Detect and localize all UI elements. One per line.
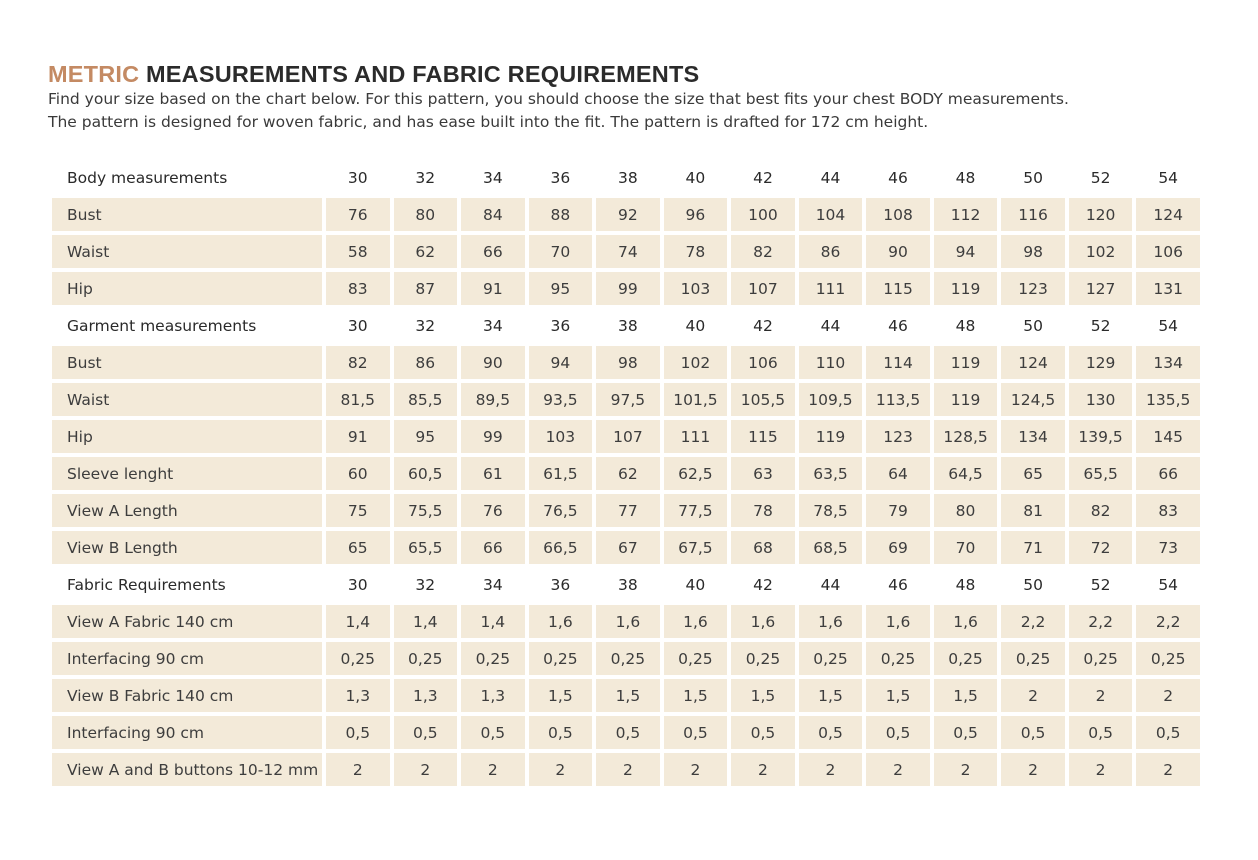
table-cell: 0,25 bbox=[731, 642, 795, 675]
size-header-cell: 50 bbox=[1023, 575, 1043, 594]
size-header-cell: 46 bbox=[888, 575, 908, 594]
table-row bbox=[52, 198, 1200, 231]
size-header-cell: 54 bbox=[1158, 168, 1179, 187]
table-cell: 65 bbox=[326, 531, 390, 564]
size-header-cell: 50 bbox=[1023, 168, 1043, 187]
table-cell: 94 bbox=[529, 346, 593, 379]
table-cell: 89,5 bbox=[461, 383, 525, 416]
size-header-cell: 42 bbox=[753, 316, 773, 335]
section-header-row bbox=[52, 568, 1200, 601]
table-cell: 67,5 bbox=[664, 531, 728, 564]
table-cell: 98 bbox=[596, 346, 660, 379]
table-cell: 2 bbox=[866, 753, 930, 786]
table-cell: 65 bbox=[1001, 457, 1065, 490]
table-cell: 95 bbox=[394, 420, 458, 453]
row-label: Interfacing 90 cm bbox=[52, 642, 322, 675]
table-cell: 107 bbox=[596, 420, 660, 453]
table-cell: 124 bbox=[1001, 346, 1065, 379]
table-cell: 1,5 bbox=[866, 679, 930, 712]
section-header-label: Garment measurements bbox=[67, 316, 257, 335]
table-cell: 63 bbox=[731, 457, 795, 490]
table-cell: 62,5 bbox=[664, 457, 728, 490]
table-cell: 85,5 bbox=[394, 383, 458, 416]
table-cell: 0,25 bbox=[1069, 642, 1133, 675]
table-cell: 78 bbox=[731, 494, 795, 527]
table-cell: 90 bbox=[866, 235, 930, 268]
table-cell: 0,5 bbox=[866, 716, 930, 749]
row-label: View A Fabric 140 cm bbox=[52, 605, 322, 638]
table-cell: 58 bbox=[326, 235, 390, 268]
table-cell: 124,5 bbox=[1001, 383, 1065, 416]
table-cell: 1,3 bbox=[461, 679, 525, 712]
table-cell: 94 bbox=[934, 235, 998, 268]
table-cell: 1,6 bbox=[596, 605, 660, 638]
size-header-cell: 54 bbox=[1158, 316, 1179, 335]
row-label: Bust bbox=[52, 346, 322, 379]
size-header-cell: 38 bbox=[618, 168, 638, 187]
table-cell: 60 bbox=[326, 457, 390, 490]
row-label: View B Fabric 140 cm bbox=[52, 679, 322, 712]
table-cell: 78,5 bbox=[799, 494, 863, 527]
size-header-cell: 44 bbox=[820, 168, 841, 187]
table-cell: 0,5 bbox=[326, 716, 390, 749]
table-cell: 131 bbox=[1136, 272, 1200, 305]
table-row bbox=[52, 420, 1200, 453]
table-cell: 107 bbox=[731, 272, 795, 305]
table-row bbox=[52, 531, 1200, 564]
table-cell: 134 bbox=[1136, 346, 1200, 379]
table-cell: 115 bbox=[731, 420, 795, 453]
table-cell: 80 bbox=[394, 198, 458, 231]
table-cell: 119 bbox=[934, 272, 998, 305]
table-cell: 87 bbox=[394, 272, 458, 305]
table-cell: 0,5 bbox=[934, 716, 998, 749]
table-cell: 2 bbox=[1136, 679, 1200, 712]
table-cell: 61,5 bbox=[529, 457, 593, 490]
table-cell: 0,5 bbox=[1001, 716, 1065, 749]
table-cell: 1,6 bbox=[529, 605, 593, 638]
table-cell: 135,5 bbox=[1136, 383, 1200, 416]
size-header-cell: 30 bbox=[347, 316, 368, 335]
table-cell: 2,2 bbox=[1136, 605, 1200, 638]
table-cell: 119 bbox=[799, 420, 863, 453]
table-cell: 98 bbox=[1001, 235, 1065, 268]
table-cell: 2 bbox=[326, 753, 390, 786]
table-cell: 63,5 bbox=[799, 457, 863, 490]
table-cell: 90 bbox=[461, 346, 525, 379]
table-cell: 109,5 bbox=[799, 383, 863, 416]
table-cell: 66 bbox=[461, 531, 525, 564]
table-cell: 119 bbox=[934, 346, 998, 379]
table-cell: 65,5 bbox=[1069, 457, 1133, 490]
table-cell: 1,4 bbox=[394, 605, 458, 638]
size-header-cell: 30 bbox=[347, 575, 368, 594]
table-cell: 2 bbox=[934, 753, 998, 786]
table-cell: 100 bbox=[731, 198, 795, 231]
table-cell: 1,6 bbox=[866, 605, 930, 638]
size-header-cell: 52 bbox=[1090, 575, 1111, 594]
table-cell: 0,25 bbox=[529, 642, 593, 675]
table-cell: 116 bbox=[1001, 198, 1065, 231]
table-cell: 2 bbox=[461, 753, 525, 786]
table-cell: 2 bbox=[731, 753, 795, 786]
table-cell: 1,5 bbox=[799, 679, 863, 712]
page bbox=[48, 60, 1218, 134]
table-cell: 72 bbox=[1069, 531, 1133, 564]
page-title bbox=[48, 60, 1218, 88]
table-cell: 2 bbox=[1001, 679, 1065, 712]
table-cell: 99 bbox=[596, 272, 660, 305]
table-row bbox=[52, 605, 1200, 638]
table-cell: 77,5 bbox=[664, 494, 728, 527]
table-cell: 2 bbox=[529, 753, 593, 786]
table-cell: 123 bbox=[1001, 272, 1065, 305]
table-cell: 76 bbox=[326, 198, 390, 231]
table-cell: 66 bbox=[1136, 457, 1200, 490]
table-cell: 64,5 bbox=[934, 457, 998, 490]
table-cell: 96 bbox=[664, 198, 728, 231]
size-header-cell: 30 bbox=[347, 168, 368, 187]
table-cell: 0,25 bbox=[799, 642, 863, 675]
table-cell: 97,5 bbox=[596, 383, 660, 416]
table-cell: 2 bbox=[1069, 679, 1133, 712]
size-header-cell: 46 bbox=[888, 316, 908, 335]
size-header-cell: 44 bbox=[820, 575, 841, 594]
intro-line-2: The pattern is designed for woven fabric, and has ease built into the fit. The pattern is drafted for 172 cm height. bbox=[48, 113, 929, 131]
table-cell: 1,6 bbox=[664, 605, 728, 638]
table-cell: 114 bbox=[866, 346, 930, 379]
table-cell: 69 bbox=[866, 531, 930, 564]
table-cell: 2,2 bbox=[1001, 605, 1065, 638]
table-cell: 103 bbox=[664, 272, 728, 305]
table-cell: 81,5 bbox=[326, 383, 390, 416]
table-cell: 123 bbox=[866, 420, 930, 453]
section-header-row bbox=[52, 161, 1200, 194]
row-label: Hip bbox=[52, 272, 322, 305]
table-cell: 70 bbox=[529, 235, 593, 268]
size-header-cell: 40 bbox=[685, 316, 706, 335]
table-row bbox=[52, 716, 1200, 749]
table-row bbox=[52, 642, 1200, 675]
row-label: Hip bbox=[52, 420, 322, 453]
table-cell: 62 bbox=[596, 457, 660, 490]
row-label: Bust bbox=[52, 198, 322, 231]
size-header-cell: 42 bbox=[753, 168, 773, 187]
table-cell: 145 bbox=[1136, 420, 1200, 453]
table-cell: 111 bbox=[799, 272, 863, 305]
table-cell: 129 bbox=[1069, 346, 1133, 379]
table-cell: 64 bbox=[866, 457, 930, 490]
row-label: Waist bbox=[52, 235, 322, 268]
table-cell: 80 bbox=[934, 494, 998, 527]
table-cell: 66,5 bbox=[529, 531, 593, 564]
size-header-cell: 38 bbox=[618, 575, 638, 594]
table-cell: 105,5 bbox=[731, 383, 795, 416]
table-cell: 113,5 bbox=[866, 383, 930, 416]
table-cell: 108 bbox=[866, 198, 930, 231]
table-cell: 112 bbox=[934, 198, 998, 231]
row-label: Sleeve lenght bbox=[52, 457, 322, 490]
table-cell: 78 bbox=[664, 235, 728, 268]
table-cell: 73 bbox=[1136, 531, 1200, 564]
table-cell: 102 bbox=[664, 346, 728, 379]
table-cell: 1,6 bbox=[731, 605, 795, 638]
table-cell: 2 bbox=[1001, 753, 1065, 786]
table-cell: 71 bbox=[1001, 531, 1065, 564]
table-cell: 104 bbox=[799, 198, 863, 231]
table-cell: 70 bbox=[934, 531, 998, 564]
table-cell: 0,5 bbox=[394, 716, 458, 749]
table-cell: 111 bbox=[664, 420, 728, 453]
table-cell: 110 bbox=[799, 346, 863, 379]
size-header-cell: 32 bbox=[415, 168, 436, 187]
table-cell: 0,25 bbox=[596, 642, 660, 675]
table-cell: 84 bbox=[461, 198, 525, 231]
table-cell: 0,5 bbox=[664, 716, 728, 749]
table-cell: 1,4 bbox=[326, 605, 390, 638]
table-cell: 83 bbox=[1136, 494, 1200, 527]
size-header-cell: 54 bbox=[1158, 575, 1179, 594]
table-row bbox=[52, 235, 1200, 268]
size-header-cell: 32 bbox=[415, 575, 436, 594]
table-cell: 66 bbox=[461, 235, 525, 268]
table-cell: 2,2 bbox=[1069, 605, 1133, 638]
size-header-cell: 44 bbox=[820, 316, 841, 335]
size-header-cell: 38 bbox=[618, 316, 638, 335]
table-cell: 1,6 bbox=[934, 605, 998, 638]
table-cell: 76 bbox=[461, 494, 525, 527]
section-header-label: Fabric Requirements bbox=[67, 575, 226, 594]
table-cell: 124 bbox=[1136, 198, 1200, 231]
size-header-cell: 40 bbox=[685, 575, 706, 594]
table-cell: 0,5 bbox=[731, 716, 795, 749]
size-header-cell: 46 bbox=[888, 168, 908, 187]
table-cell: 103 bbox=[529, 420, 593, 453]
table-cell: 82 bbox=[326, 346, 390, 379]
table-cell: 82 bbox=[1069, 494, 1133, 527]
size-header-cell: 36 bbox=[550, 575, 571, 594]
table-cell: 91 bbox=[326, 420, 390, 453]
table-row bbox=[52, 346, 1200, 379]
table-cell: 1,3 bbox=[394, 679, 458, 712]
table-cell: 92 bbox=[596, 198, 660, 231]
section-header-label: Body measurements bbox=[67, 168, 228, 187]
table-cell: 1,5 bbox=[934, 679, 998, 712]
size-header-cell: 34 bbox=[482, 575, 503, 594]
table-cell: 61 bbox=[461, 457, 525, 490]
table-cell: 1,5 bbox=[731, 679, 795, 712]
section-header-row bbox=[52, 309, 1200, 342]
table-cell: 0,25 bbox=[934, 642, 998, 675]
table-row bbox=[52, 272, 1200, 305]
table-cell: 106 bbox=[731, 346, 795, 379]
table-cell: 81 bbox=[1001, 494, 1065, 527]
size-header-cell: 52 bbox=[1090, 316, 1111, 335]
table-cell: 65,5 bbox=[394, 531, 458, 564]
table-cell: 130 bbox=[1069, 383, 1133, 416]
row-label: View A Length bbox=[52, 494, 322, 527]
size-header-cell: 48 bbox=[955, 316, 976, 335]
table-cell: 86 bbox=[394, 346, 458, 379]
table-cell: 101,5 bbox=[664, 383, 728, 416]
table-cell: 68 bbox=[731, 531, 795, 564]
table-cell: 2 bbox=[394, 753, 458, 786]
size-header-cell: 32 bbox=[415, 316, 436, 335]
size-header-cell: 36 bbox=[550, 168, 571, 187]
row-label: View B Length bbox=[52, 531, 322, 564]
table-cell: 2 bbox=[1069, 753, 1133, 786]
row-label: Waist bbox=[52, 383, 322, 416]
size-header-cell: 42 bbox=[753, 575, 773, 594]
table-cell: 2 bbox=[664, 753, 728, 786]
table-cell: 0,5 bbox=[596, 716, 660, 749]
table-cell: 115 bbox=[866, 272, 930, 305]
table-cell: 0,5 bbox=[461, 716, 525, 749]
table-cell: 0,5 bbox=[799, 716, 863, 749]
table-cell: 127 bbox=[1069, 272, 1133, 305]
table-cell: 1,5 bbox=[596, 679, 660, 712]
table-cell: 1,3 bbox=[326, 679, 390, 712]
size-header-cell: 36 bbox=[550, 316, 571, 335]
table-cell: 2 bbox=[799, 753, 863, 786]
table-cell: 1,4 bbox=[461, 605, 525, 638]
table-cell: 67 bbox=[596, 531, 660, 564]
table-cell: 62 bbox=[394, 235, 458, 268]
table-cell: 0,25 bbox=[1001, 642, 1065, 675]
table-cell: 128,5 bbox=[934, 420, 998, 453]
table-cell: 1,6 bbox=[799, 605, 863, 638]
table-cell: 0,25 bbox=[866, 642, 930, 675]
size-header-cell: 50 bbox=[1023, 316, 1043, 335]
table-row bbox=[52, 679, 1200, 712]
size-header-cell: 48 bbox=[955, 168, 976, 187]
size-header-cell: 48 bbox=[955, 575, 976, 594]
table-cell: 0,5 bbox=[529, 716, 593, 749]
table-cell: 2 bbox=[596, 753, 660, 786]
title-accent: METRIC bbox=[48, 61, 140, 87]
table-cell: 75,5 bbox=[394, 494, 458, 527]
table-cell: 77 bbox=[596, 494, 660, 527]
row-label: View A and B buttons 10-12 mm bbox=[52, 753, 322, 786]
table-cell: 88 bbox=[529, 198, 593, 231]
table-cell: 99 bbox=[461, 420, 525, 453]
table-cell: 0,5 bbox=[1069, 716, 1133, 749]
intro-line-1: Find your size based on the chart below. For this pattern, you should choose the size that best fits your chest BODY measurements. bbox=[48, 90, 1069, 108]
table-cell: 1,5 bbox=[529, 679, 593, 712]
table-cell: 60,5 bbox=[394, 457, 458, 490]
table-cell: 0,25 bbox=[461, 642, 525, 675]
table-cell: 0,25 bbox=[664, 642, 728, 675]
table-row bbox=[52, 494, 1200, 527]
size-chart-table bbox=[48, 157, 1204, 790]
table-cell: 83 bbox=[326, 272, 390, 305]
table-cell: 134 bbox=[1001, 420, 1065, 453]
table-row bbox=[52, 383, 1200, 416]
table-cell: 106 bbox=[1136, 235, 1200, 268]
table-cell: 79 bbox=[866, 494, 930, 527]
table-cell: 74 bbox=[596, 235, 660, 268]
table-cell: 1,5 bbox=[664, 679, 728, 712]
table-cell: 68,5 bbox=[799, 531, 863, 564]
table-cell: 93,5 bbox=[529, 383, 593, 416]
table-row bbox=[52, 753, 1200, 786]
table-cell: 75 bbox=[326, 494, 390, 527]
size-header-cell: 52 bbox=[1090, 168, 1111, 187]
size-header-cell: 40 bbox=[685, 168, 706, 187]
table-cell: 86 bbox=[799, 235, 863, 268]
table-cell: 91 bbox=[461, 272, 525, 305]
table-cell: 0,5 bbox=[1136, 716, 1200, 749]
row-label: Interfacing 90 cm bbox=[52, 716, 322, 749]
table-cell: 139,5 bbox=[1069, 420, 1133, 453]
table-cell: 76,5 bbox=[529, 494, 593, 527]
size-header-cell: 34 bbox=[482, 168, 503, 187]
table-cell: 0,25 bbox=[1136, 642, 1200, 675]
table-cell: 119 bbox=[934, 383, 998, 416]
table-cell: 82 bbox=[731, 235, 795, 268]
title-rest: MEASUREMENTS AND FABRIC REQUIREMENTS bbox=[139, 61, 700, 87]
table-cell: 0,25 bbox=[326, 642, 390, 675]
table-cell: 2 bbox=[1136, 753, 1200, 786]
table-cell: 0,25 bbox=[394, 642, 458, 675]
table-cell: 120 bbox=[1069, 198, 1133, 231]
table-row bbox=[52, 457, 1200, 490]
table-cell: 95 bbox=[529, 272, 593, 305]
table-cell: 102 bbox=[1069, 235, 1133, 268]
size-header-cell: 34 bbox=[482, 316, 503, 335]
